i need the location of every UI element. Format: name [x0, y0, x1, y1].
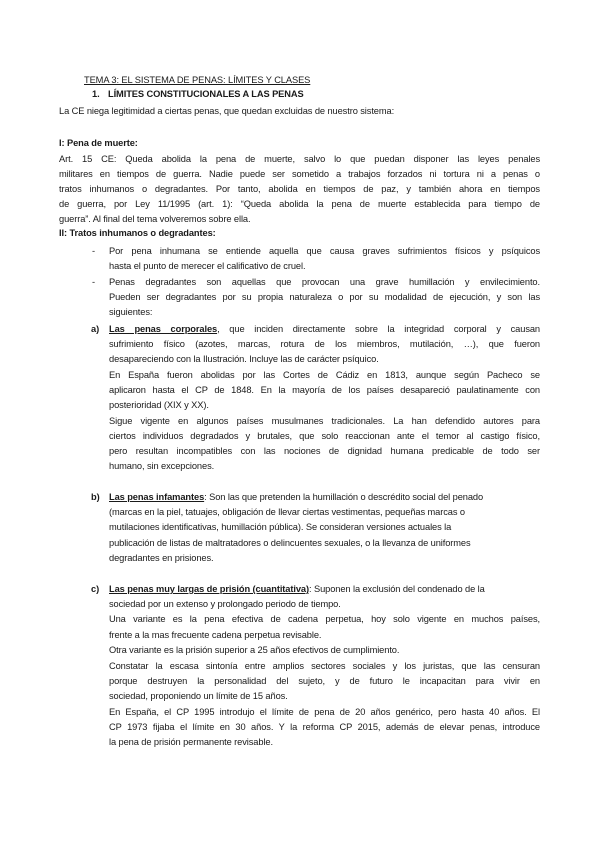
bullet-line: hasta el punto de merecer el calificativo de cruel.: [109, 261, 306, 271]
item-line: Una variante es la pena efectiva de cadena perpetua, hoy solo vigente en muchos países,: [109, 614, 540, 624]
item-line: En España, el CP 1995 introdujo el límite de pena de 20 años genérico, pero hasta 40 años. El: [109, 707, 540, 717]
death-penalty-heading: I: Pena de muerte:: [59, 138, 138, 148]
intro-paragraph: La CE niega legitimidad a ciertas penas, que quedan excluidas de nuestro sistema:: [59, 106, 395, 116]
bullet-dash: -: [92, 246, 96, 256]
paragraph-line: tratos inhumanos o degradantes. Por tanto, abolida en tiempos de paz, y también ahora en tiempos: [59, 184, 540, 194]
item-marker-b: b): [91, 492, 100, 502]
bullet-dash: -: [92, 277, 96, 287]
item-marker-a: a): [91, 324, 100, 334]
bullet-line: siguientes:: [109, 307, 153, 317]
item-line: porque destruyen la personalidad del sujeto, y de futuro le incapacitan para vivir en: [109, 676, 540, 686]
item-line: desapareciendo con la Ilustración. Incluye las de carácter psíquico.: [109, 354, 379, 364]
item-line: posterioridad (XIX y XX).: [109, 400, 209, 410]
paragraph-line: guerra”. Al final del tema volveremos sobre ella.: [59, 214, 251, 224]
item-line: ciertos individuos degradados y brutales, que solo reaccionan ante el temor al castigo físico,: [109, 431, 540, 441]
item-b-rest: : Son las que pretenden la humillación o descrédito social del penado: [204, 492, 484, 502]
bullet-line: Pueden ser degradantes por su propia naturaleza o por su modalidad de ejecución, y son las: [109, 292, 540, 302]
item-a-first-line: [109, 322, 540, 336]
document-title: TEMA 3: EL SISTEMA DE PENAS: LÍMITES Y CLASES: [84, 75, 311, 85]
item-marker-c: c): [91, 584, 100, 594]
paragraph-line: de guerra, por Ley 11/1995 (art. 1): “Queda abolida la pena de muerte establecida para tiempo de: [59, 199, 540, 209]
item-b-first-line: [109, 490, 483, 504]
bullet-line: Penas degradantes son aquellas que provocan una grave humillación y envilecimiento.: [109, 277, 540, 287]
item-line: mutilaciones identificativas, humillación pública). Se consideran versiones actuales la: [109, 522, 452, 532]
item-line: pero resultan incompatibles con las nociones de dignidad humana predicable de todo ser: [109, 446, 540, 456]
item-line: sociedad por un extenso y prolongado periodo de tiempo.: [109, 599, 341, 609]
item-line: sociedad, proponiendo un límite de 15 años.: [109, 691, 288, 701]
item-line: publicación de listas de maltratadores o delincuentes sexuales, o la llevanza de uniformes: [109, 538, 471, 548]
item-line: frente a la mas frecuente cadena perpetua revisable.: [109, 630, 322, 640]
paragraph-line: militares en tiempos de guerra. Nadie puede ser sometido a trabajos forzados ni tortura ni a penas o: [59, 169, 540, 179]
item-a-rest: , que inciden directamente sobre la integridad corporal y causan: [217, 324, 541, 334]
item-a-lead: Las penas corporales: [109, 324, 218, 334]
item-line: CP 1973 fijaba el límite en 30 años. Y la reforma CP 2015, además de elevar penas, introduce: [109, 722, 540, 732]
item-line: Otra variante es la prisión superior a 25 años efectivos de cumplimiento.: [109, 645, 400, 655]
item-c-first-line: [109, 582, 485, 596]
item-line: Constatar la escasa sintonía entre amplios sectores sociales y los juristas, que las censuran: [109, 661, 540, 671]
item-line: En España fueron abolidas por las Cortes de Cádiz en 1813, aunque según Pacheco se: [109, 370, 540, 380]
bullet-line: Por pena inhumana se entiende aquella que causa graves sufrimientos físicos y psíquicos: [109, 246, 540, 256]
item-c-rest: : Suponen la exclusión del condenado de la: [309, 584, 485, 594]
item-line: degradantes en prisiones.: [109, 553, 214, 563]
item-line: humano, sin excepciones.: [109, 461, 215, 471]
item-line: Sigue vigente en algunos países musulmanes tradicionales. La han defendido autores para: [109, 416, 540, 426]
item-line: sufrimiento físico (azotes, marcas, rotura de los miembros, mutilación, …), que fueron: [109, 339, 540, 349]
item-line: (marcas en la piel, tatuajes, obligación de llevar ciertas vestimentas, pequeñas marcas o: [109, 507, 465, 517]
paragraph-line: Art. 15 CE: Queda abolida la pena de muerte, salvo lo que puedan disponer las leyes penales: [59, 154, 540, 164]
section-number: 1.: [92, 89, 100, 99]
item-line: la pena de prisión permanente revisable.: [109, 737, 273, 747]
item-b-lead: Las penas infamantes: [109, 492, 205, 502]
section-heading: LÍMITES CONSTITUCIONALES A LAS PENAS: [108, 89, 304, 99]
item-line: aplicaron hasta el CP de 1848. En la mayoría de los países desapareció paulatinamente con: [109, 385, 540, 395]
item-c-lead: Las penas muy largas de prisión (cuantitativa): [109, 584, 309, 594]
inhuman-treatment-heading: II: Tratos inhumanos o degradantes:: [59, 228, 216, 238]
